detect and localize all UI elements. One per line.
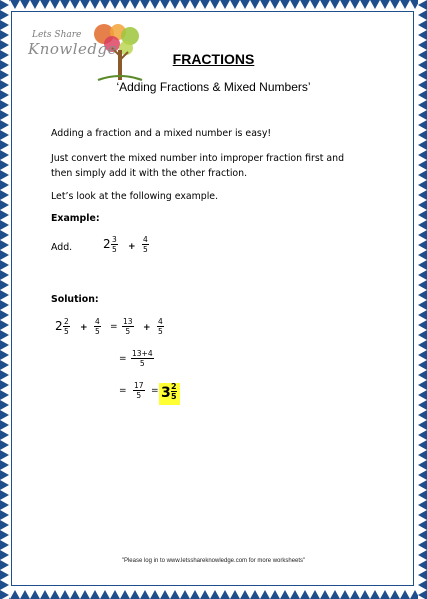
numerator: 13+4 <box>132 349 153 358</box>
denominator: 5 <box>136 391 142 400</box>
example-mixed-fraction <box>111 235 118 254</box>
solution-label: Solution: <box>51 294 99 305</box>
page-subtitle: ‘Adding Fractions & Mixed Numbers’ <box>116 80 311 94</box>
equals-sign: = <box>151 386 159 396</box>
denominator: 5 <box>143 245 148 254</box>
denominator: 5 <box>139 359 145 368</box>
page-title: FRACTIONS <box>172 51 255 67</box>
denominator: 5 <box>112 245 117 254</box>
solution-mixed-whole: 2 <box>55 319 63 333</box>
plus-sign: + <box>80 323 88 333</box>
add-label: Add. <box>51 242 73 253</box>
denominator: 5 <box>95 327 100 336</box>
solution-mixed-fraction <box>63 317 70 336</box>
numerator: 2 <box>64 317 69 326</box>
numerator: 2 <box>171 382 177 391</box>
logo-text-main: Knowledge <box>28 40 117 58</box>
numerator: 4 <box>95 317 100 326</box>
plus-sign: + <box>143 323 151 333</box>
explanation-line-2: then simply add it with the other fraction. <box>51 168 248 179</box>
denominator: 5 <box>125 327 131 336</box>
numerator: 4 <box>143 235 148 244</box>
example-fraction <box>142 235 149 254</box>
denominator: 5 <box>171 392 177 401</box>
equals-sign: = <box>110 322 118 332</box>
solution-result-fraction <box>133 381 145 400</box>
border-bottom <box>0 590 427 599</box>
logo-text-top: Lets Share <box>32 30 82 40</box>
example-intro: Let’s look at the following example. <box>51 191 219 202</box>
solution-fraction <box>94 317 101 336</box>
denominator: 5 <box>158 327 163 336</box>
equals-sign: = <box>119 386 127 396</box>
border-top <box>0 0 427 9</box>
numerator: 4 <box>158 317 163 326</box>
numerator: 3 <box>112 235 117 244</box>
answer-fraction <box>171 382 177 401</box>
numerator: 17 <box>134 381 144 390</box>
solution-fraction-2 <box>157 317 164 336</box>
plus-sign: + <box>128 242 136 252</box>
example-label: Example: <box>51 213 100 224</box>
explanation-line-1: Just convert the mixed number into improper fraction first and <box>51 153 345 164</box>
footer-note: "Please log in to www.letsshareknowledge.com for more worksheets" <box>121 558 306 564</box>
solution-sum-fraction <box>131 349 154 368</box>
answer-whole: 3 <box>161 385 171 401</box>
numerator: 13 <box>123 317 133 326</box>
solution-improper-fraction <box>122 317 134 336</box>
intro-paragraph: Adding a fraction and a mixed number is easy! <box>51 128 272 139</box>
equals-sign: = <box>119 354 127 364</box>
denominator: 5 <box>64 327 69 336</box>
example-mixed-whole: 2 <box>103 237 111 251</box>
